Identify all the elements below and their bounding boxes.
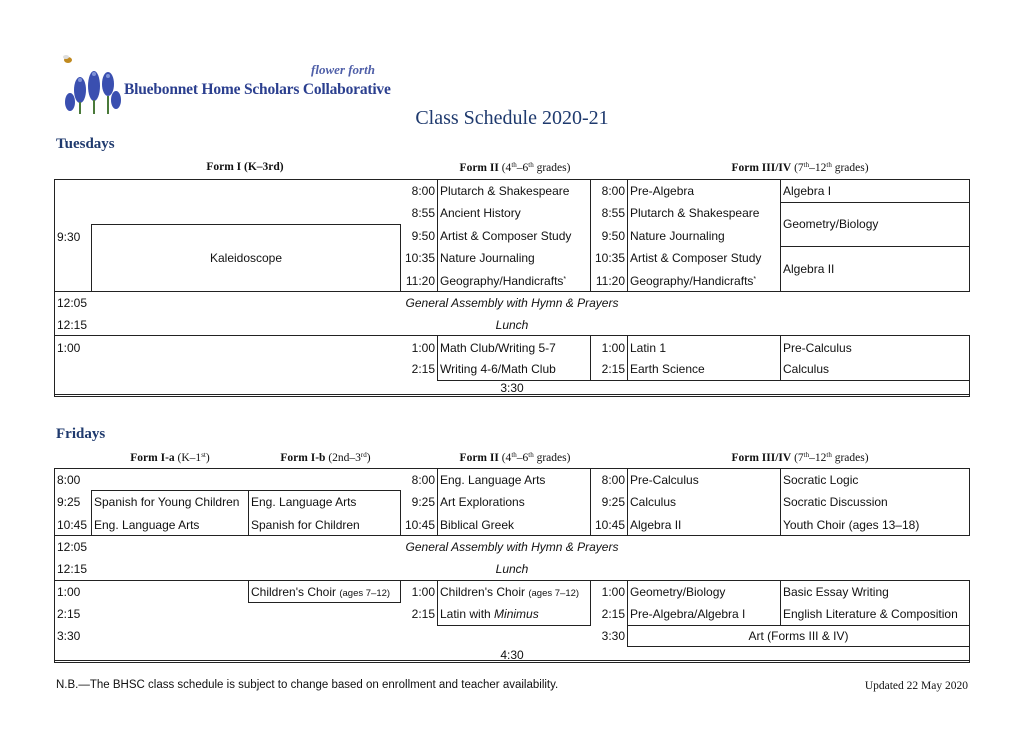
time-label: 10:35 xyxy=(404,251,435,265)
art-class: Art (Forms III & IV) xyxy=(748,629,849,643)
time-label: 12:15 xyxy=(57,318,88,332)
org-name: Bluebonnet Home Scholars Collaborative xyxy=(124,81,391,98)
class-name: Algebra II xyxy=(630,518,682,532)
end-time: 3:30 xyxy=(500,381,524,395)
time-label: 11:20 xyxy=(595,274,625,288)
time-label: 9:25 xyxy=(601,495,625,509)
time-label: 9:50 xyxy=(411,229,435,243)
class-name: Children's Choir (ages 7–12) xyxy=(251,585,391,599)
class-name: Spanish for Children xyxy=(251,518,360,532)
time-label: 8:00 xyxy=(411,473,435,487)
time-label: 12:15 xyxy=(57,562,88,576)
assembly-label: General Assembly with Hymn & Prayers xyxy=(405,540,619,554)
class-name: Pre-Calculus xyxy=(630,473,699,487)
class-name: Geometry/Biology xyxy=(783,217,879,231)
time-label: 1:00 xyxy=(411,585,435,599)
page-title: Class Schedule 2020-21 xyxy=(415,107,609,129)
bluebonnet-logo-icon xyxy=(58,52,124,114)
class-name: Calculus xyxy=(630,495,677,509)
class-name: Plutarch & Shakespeare xyxy=(630,206,760,220)
time-label: 10:35 xyxy=(594,251,625,265)
class-name: Calculus xyxy=(783,362,830,376)
time-label: 1:00 xyxy=(601,585,625,599)
fri-header-form1b: Form I-b (2nd–3rd) xyxy=(280,451,371,464)
time-label: 2:15 xyxy=(601,607,625,621)
time-label: 2:15 xyxy=(57,607,81,621)
class-name: Writing 4-6/Math Club xyxy=(440,362,556,376)
class-name: Geometry/Biology xyxy=(630,585,726,599)
fri-header-form2: Form II (4th–6th grades) xyxy=(459,451,571,464)
class-name: Geography/Handicrafts* xyxy=(440,274,567,288)
tue-header-form1: Form I (K–3rd) xyxy=(206,161,284,173)
end-time: 4:30 xyxy=(500,648,524,662)
time-label: 1:00 xyxy=(601,341,625,355)
time-label: 8:55 xyxy=(601,206,625,220)
class-name: Pre-Algebra/Algebra I xyxy=(630,607,746,621)
fri-header-form34: Form III/IV (7th–12th grades) xyxy=(731,451,869,464)
time-label: 2:15 xyxy=(601,362,625,376)
class-name: Pre-Algebra xyxy=(630,184,695,198)
class-name: Children's Choir (ages 7–12) xyxy=(440,585,580,599)
time-label: 8:00 xyxy=(57,473,81,487)
time-label: 10:45 xyxy=(57,518,88,532)
time-label: 1:00 xyxy=(57,341,81,355)
class-name: Nature Journaling xyxy=(630,229,725,243)
time-label: 8:00 xyxy=(601,473,625,487)
class-name: Plutarch & Shakespeare xyxy=(440,184,570,198)
class-name: Ancient History xyxy=(440,206,521,220)
org-tagline: flower forth xyxy=(311,62,375,77)
class-name: Geography/Handicrafts* xyxy=(630,274,757,288)
class-name: Latin with Minimus xyxy=(440,607,539,621)
class-name: Pre-Calculus xyxy=(783,341,852,355)
class-name: Earth Science xyxy=(630,362,705,376)
class-name: Nature Journaling xyxy=(440,251,535,265)
time-label: 8:55 xyxy=(411,206,435,220)
class-name: Socratic Discussion xyxy=(783,495,888,509)
assembly-label: General Assembly with Hymn & Prayers xyxy=(405,296,619,310)
bee-icon xyxy=(63,55,72,63)
class-name: Biblical Greek xyxy=(440,518,515,532)
class-name: Artist & Composer Study xyxy=(630,251,762,265)
class-name: Artist & Composer Study xyxy=(440,229,572,243)
class-name: English Literature & Composition xyxy=(783,607,958,621)
time-label: 12:05 xyxy=(57,296,88,310)
class-name: Art Explorations xyxy=(440,495,525,509)
class-name: Algebra II xyxy=(783,262,835,276)
time-label: 10:45 xyxy=(594,518,625,532)
class-name: Eng. Language Arts xyxy=(251,495,357,509)
time-label: 8:00 xyxy=(411,184,435,198)
time-label: 12:05 xyxy=(57,540,88,554)
updated-date: Updated 22 May 2020 xyxy=(864,680,968,692)
fridays-heading: Fridays xyxy=(56,426,106,442)
time-label: 1:00 xyxy=(57,585,81,599)
time-label: 9:25 xyxy=(411,495,435,509)
time-label: 8:00 xyxy=(601,184,625,198)
class-name: Basic Essay Writing xyxy=(783,585,889,599)
time-label: 11:20 xyxy=(405,274,435,288)
class-name: Spanish for Young Children xyxy=(94,495,240,509)
class-name: Latin 1 xyxy=(630,341,667,355)
time-label: 1:00 xyxy=(411,341,435,355)
time-label: 3:30 xyxy=(601,629,625,643)
time-label: 2:15 xyxy=(411,607,435,621)
tuesdays-heading: Tuesdays xyxy=(56,136,115,152)
time-label: 2:15 xyxy=(411,362,435,376)
fri-header-form1a: Form I-a (K–1st) xyxy=(130,451,210,464)
lunch-label: Lunch xyxy=(495,318,529,332)
class-name: Eng. Language Arts xyxy=(94,518,200,532)
time-label: 9:30 xyxy=(57,230,81,244)
tue-header-form2: Form II (4th–6th grades) xyxy=(459,161,571,174)
class-name: Youth Choir (ages 13–18) xyxy=(783,518,920,532)
time-label: 9:25 xyxy=(57,495,81,509)
tue-header-form34: Form III/IV (7th–12th grades) xyxy=(731,161,869,174)
time-label: 3:30 xyxy=(57,629,81,643)
footer-note: N.B.—The BHSC class schedule is subject to change based on enrollment and teacher availability. xyxy=(56,679,559,691)
class-name: Algebra I xyxy=(783,184,832,198)
time-label: 10:45 xyxy=(404,518,435,532)
time-label: 9:50 xyxy=(601,229,625,243)
class-name: Eng. Language Arts xyxy=(440,473,546,487)
kaleidoscope-label: Kaleidoscope xyxy=(209,251,283,265)
class-name: Math Club/Writing 5-7 xyxy=(440,341,556,355)
class-name: Socratic Logic xyxy=(783,473,859,487)
lunch-label: Lunch xyxy=(495,562,529,576)
